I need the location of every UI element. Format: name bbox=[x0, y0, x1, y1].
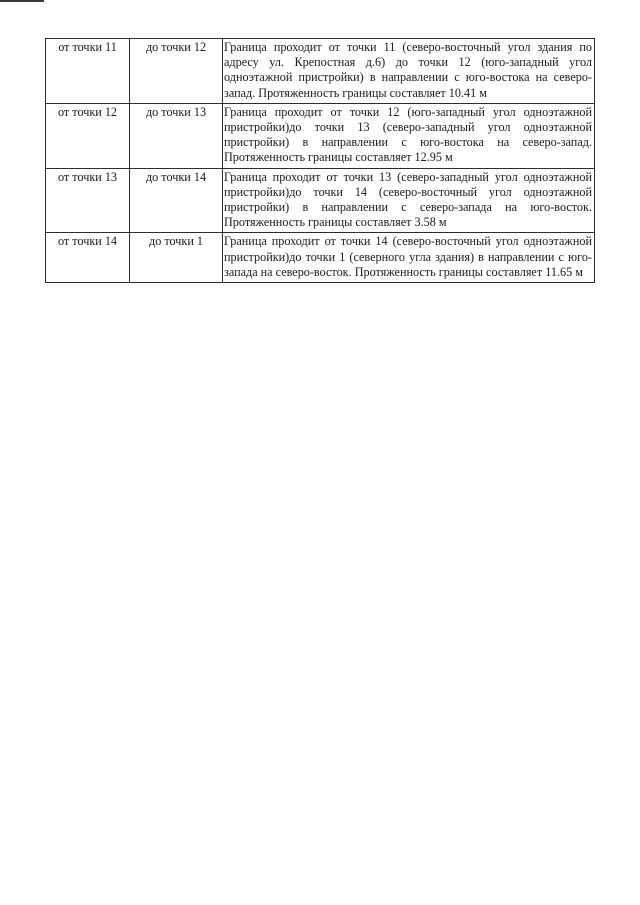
table-row bbox=[46, 168, 595, 233]
table-row bbox=[46, 39, 595, 104]
to-point-cell: до точки 13 bbox=[130, 103, 223, 168]
boundary-description-cell: Граница проходит от точки 11 (северо-восточный угол здания по адресу ул. Крепостная д.6) до точки 12 (юго-западный угол одноэтажной пристройки) в направлении с юго-востока на северо-запад. Протяженность границы составляет 10.41 м bbox=[223, 39, 595, 104]
from-point-cell: от точки 12 bbox=[46, 103, 130, 168]
boundary-description-cell: Граница проходит от точки 14 (северо-восточный угол одноэтажной пристройки)до точки 1 (северного угла здания) в направлении с юго-запада на северо-восток. Протяженность границы составляет 11.65 м bbox=[223, 233, 595, 283]
table-row bbox=[46, 103, 595, 168]
boundary-table bbox=[45, 38, 595, 283]
to-point-cell: до точки 12 bbox=[130, 39, 223, 104]
from-point-cell: от точки 13 bbox=[46, 168, 130, 233]
table-row bbox=[46, 233, 595, 283]
boundary-description-cell: Граница проходит от точки 12 (юго-западный угол одноэтажной пристройки)до точки 13 (северо-западный угол одноэтажной пристройки) в направлении с юго-востока на северо-запад. Протяженность границы составляет 12.95 м bbox=[223, 103, 595, 168]
to-point-cell: до точки 1 bbox=[130, 233, 223, 283]
to-point-cell: до точки 14 bbox=[130, 168, 223, 233]
page-corner-mark bbox=[0, 0, 44, 2]
boundary-description-cell: Граница проходит от точки 13 (северо-западный угол одноэтажной пристройки)до точки 14 (северо-восточный угол одноэтажной пристройки) в направлении с северо-запада на юго-восток. Протяженность границы составляет 3.58 м bbox=[223, 168, 595, 233]
from-point-cell: от точки 11 bbox=[46, 39, 130, 104]
from-point-cell: от точки 14 bbox=[46, 233, 130, 283]
